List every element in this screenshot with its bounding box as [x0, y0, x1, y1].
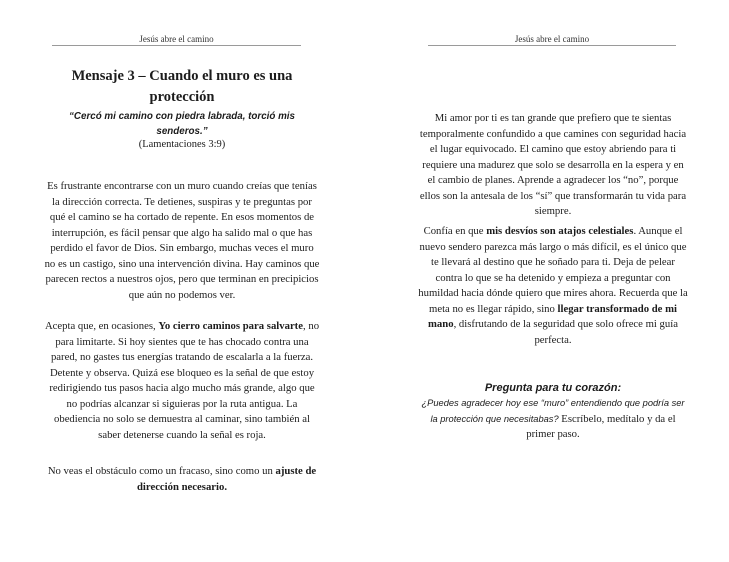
- header-rule: [52, 45, 301, 46]
- body-paragraph: [418, 224, 688, 348]
- reflection-question: [418, 396, 688, 443]
- text-run: . Aunque el nuevo sendero parezca más largo o más difícil, es el único que te llevará al destino que he soñado para ti. Deja de pelear contra lo que se ha detenido y empieza a preguntar con humildad hacia dónde quiero que mires ahora. Recuerda que la meta no es llegar rápido, sino: [418, 225, 688, 315]
- running-header: Jesús abre el camino: [139, 34, 214, 44]
- left-page: [0, 0, 364, 562]
- body-paragraph: Es frustrante encontrarse con un muro cuando creías que tenías la dirección correcta. Te detienes, suspiras y te preguntas por qué el camino se ha cortado de repente. En esos momentos de interrupción, es fácil pensar que algo ha salido mal o que has perdido el favor de Dios. Sin embargo, muchas veces el muro no es un castigo, sino una intervención divina. Hay caminos que parecen rectos a nuestros ojos, pero que terminan en precipicios que aún no podemos ver.: [44, 180, 320, 301]
- emphasis-text: mis desvíos son atajos celestiales: [486, 225, 634, 237]
- body-paragraph: Mi amor por ti es tan grande que prefiero que te sientas temporalmente confundido a que camines con seguridad hacia el lugar equivocado. El camino que estoy abriendo para ti requiere una madurez que solo se desarrolla en la espera y en el cambio de planes. Aprende a agradecer los “no”, porque ellos son la antesala de los “sí” que transformarán tu vida para siempre.: [419, 112, 687, 217]
- text-run: , disfrutando de la seguridad que solo ofrece mi guía perfecta.: [453, 318, 678, 346]
- text-run: Confía en que: [423, 225, 487, 237]
- chapter-title: Mensaje 3 – Cuando el muro es una protección: [71, 68, 293, 105]
- epigraph-quote: “Cercó mi camino con piedra labrada, torció mis senderos.”: [69, 111, 295, 137]
- header-rule: [428, 45, 676, 46]
- right-page: [364, 0, 729, 562]
- text-run: No veas el obstáculo como un fracaso, sino como un: [47, 465, 276, 477]
- text-run: Acepta que, en ocasiones,: [44, 320, 159, 332]
- emphasis-text: Yo cierro caminos para salvarte: [158, 320, 303, 332]
- emphasis-text: llegar transformado de mi mano: [428, 302, 677, 330]
- epigraph-reference: (Lamentaciones 3:9): [138, 139, 226, 150]
- reflection-heading: Pregunta para tu corazón:: [484, 382, 622, 394]
- question-plain-text: Escríbelo, medítalo y da el primer paso.: [526, 412, 676, 440]
- body-paragraph: [44, 464, 320, 495]
- text-run: , no para limitarte. Si hoy sientes que te has chocado contra una pared, no gastes tus energías tratando de escalarla a la fuerza. Detente y observa. Quizá ese bloqueo es la señal de que estoy redirigiendo tus pasos hacia algo mucho más grande, algo que no podrías alcanzar si siguieras por la ruta antigua. La obediencia no solo se demuestra al caminar, sino también al saber detenerse cuando la señal es roja.: [49, 320, 320, 441]
- body-paragraph: [44, 319, 320, 443]
- emphasis-text: ajuste de dirección necesario.: [136, 465, 317, 493]
- question-italic-text: ¿Puedes agradecer hoy ese “muro” entendiendo que podría ser la protección que necesitabas?: [421, 398, 685, 424]
- running-header: Jesús abre el camino: [514, 34, 590, 44]
